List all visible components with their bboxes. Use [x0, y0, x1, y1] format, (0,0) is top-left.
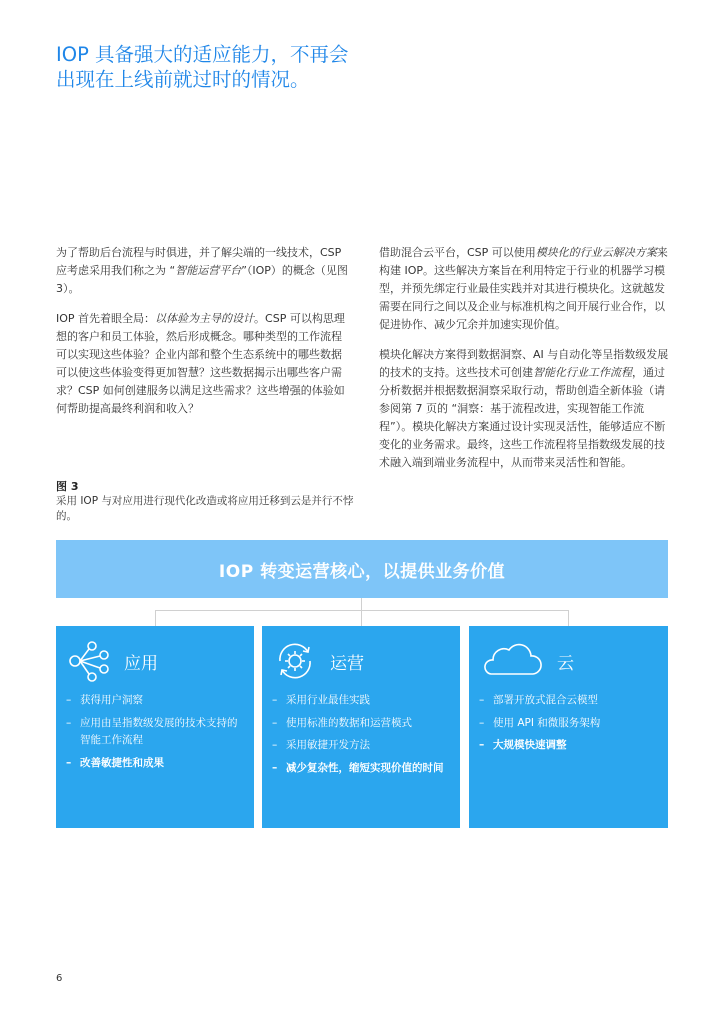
connector-line — [568, 610, 569, 626]
panel-title: 云 — [557, 653, 574, 674]
left-paragraph-1: 为了帮助后台流程与时俱进，并了解尖端的一线技术，CSP 应考虑采用我们称之为 “智能运营平台”（IOP）的概念（见图 3）。 — [56, 246, 348, 295]
connector-line — [361, 610, 362, 626]
panel-operations — [262, 626, 460, 828]
panel-applications — [56, 626, 254, 828]
list-item: – 减少复杂性，缩短实现价值的时间 — [272, 760, 452, 778]
list-item: – 采用行业最佳实践 — [272, 692, 452, 710]
panel-header — [272, 636, 364, 686]
page-number: 6 — [56, 973, 63, 984]
list-item: – 改善敏捷性和成果 — [66, 755, 246, 773]
right-text-column — [379, 244, 669, 484]
list-item: – 使用标准的数据和运营模式 — [272, 715, 452, 733]
panel-list — [272, 692, 452, 782]
page-headline: IOP 具备强大的适应能力，不再会出现在上线前就过时的情况。 — [56, 43, 349, 91]
left-paragraph-2: IOP 首先着眼全局：以体验为主导的设计。CSP 可以构思理想的客户和员工体验，然后形成概念。哪种类型的工作流程可以实现这些体验？企业内部和整个生态系统中的哪些数据可以使这些体验变得更加智慧？这些数据揭示出哪些客户需求？CSP 如何创建服务以满足这些需求？这些增强的体验如何帮助提高最终利润和收入？ — [56, 312, 345, 415]
panel-header — [66, 636, 158, 686]
connector-line — [155, 610, 156, 626]
gear-cycle-icon — [272, 638, 318, 684]
list-item: – 大规模快速调整 — [479, 737, 660, 755]
right-paragraph-2: 模块化解决方案得到数据洞察、AI 与自动化等呈指数级发展的技术的支持。这些技术可创建智能化行业工作流程，通过分析数据并根据数据洞察采取行动，帮助创造全新体验（请参阅第 7 页的 “洞察：基于流程改进，实现智能工作流程”）。模块化解决方案通过设计实现灵活性，能够适应不断变化的业务需求。最终，这些工作流程将呈指数级发展的技术融入端到端业务流程中，从而带来灵活性和智能。 — [379, 348, 669, 469]
panel-title: 运营 — [330, 653, 364, 674]
figure-banner: IOP 转变运营核心，以提供业务价值 — [56, 540, 668, 598]
panel-list — [479, 692, 660, 760]
list-item: – 部署开放式混合云模型 — [479, 692, 660, 710]
panel-header — [479, 636, 574, 686]
network-nodes-icon — [66, 638, 112, 684]
list-item: – 获得用户洞察 — [66, 692, 246, 710]
panel-title: 应用 — [124, 653, 158, 674]
left-text-column — [56, 244, 348, 430]
figure-caption: 采用 IOP 与对应用进行现代化改造或将应用迁移到云是并行不悖的。 — [56, 495, 354, 522]
figure-title: 图 3 — [56, 480, 79, 493]
list-item: – 采用敏捷开发方法 — [272, 737, 452, 755]
right-paragraph-1: 借助混合云平台，CSP 可以使用模块化的行业云解决方案来构建 IOP。这些解决方案旨在利用特定于行业的机器学习模型，并预先绑定行业最佳实践并对其进行模块化。这就越发需要在同行之间以及企业与标准机构之间开展行业合作，以促进协作、减少冗余并加速实现价值。 — [379, 246, 668, 331]
connector-line — [361, 598, 362, 610]
list-item: – 应用由呈指数级发展的技术支持的智能工作流程 — [66, 715, 246, 750]
cloud-icon — [479, 638, 545, 684]
list-item: – 使用 API 和微服务架构 — [479, 715, 660, 733]
panel-cloud — [469, 626, 668, 828]
panel-list — [66, 692, 246, 777]
connector-line — [155, 610, 569, 611]
